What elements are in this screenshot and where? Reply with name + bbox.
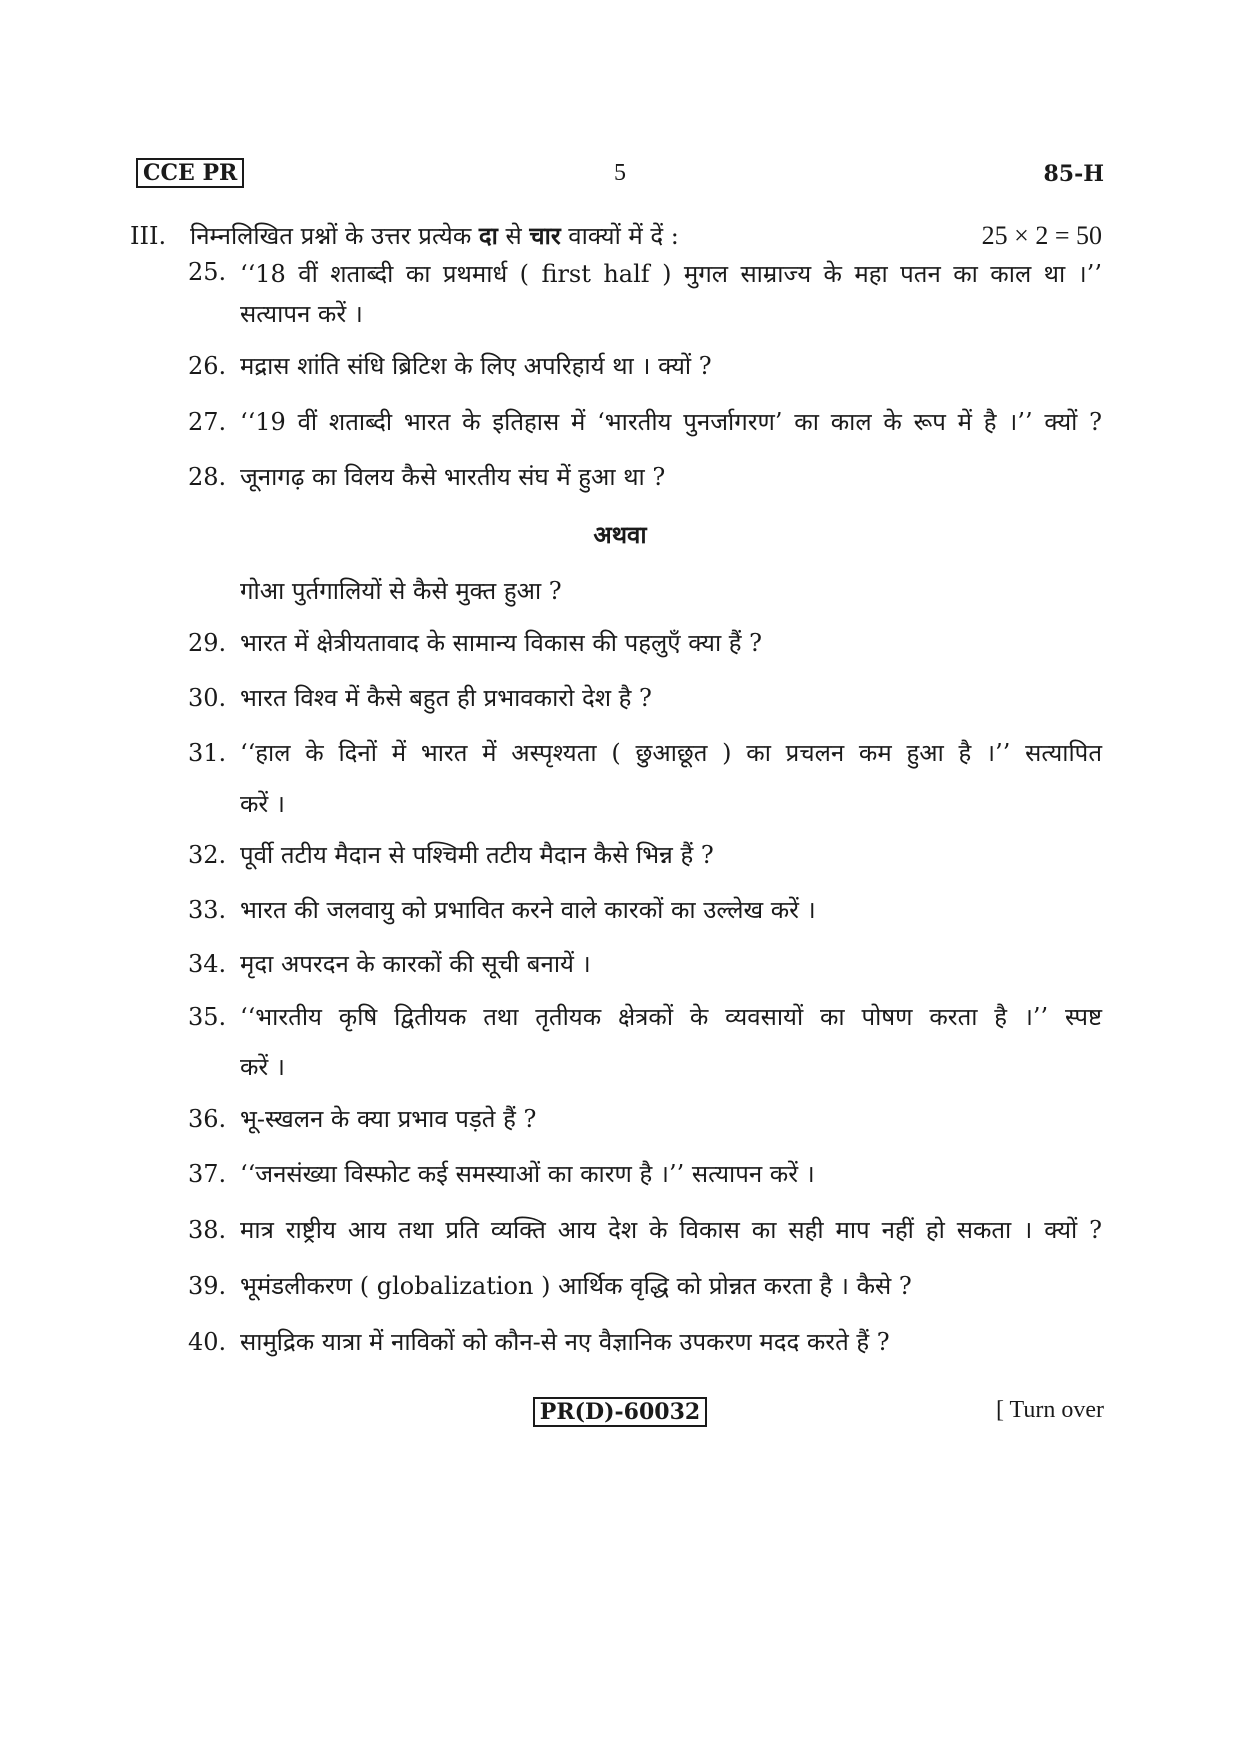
question-text: सामुद्रिक यात्रा में नाविकों को कौन-से नए वैज्ञानिक उपकरण मदद करते हैं ? <box>240 1328 890 1356</box>
question-number: 26. <box>188 352 227 380</box>
question-text: ‘‘हाल के दिनों में भारत में अस्पृश्यता ( छुआछूत ) का प्रचलन कम हुआ है ।’’ सत्यापित <box>240 739 1102 767</box>
question-number: 36. <box>188 1105 227 1133</box>
question-35-continued: करें । <box>240 1053 285 1081</box>
footer-code-box: PR(D)-60032 <box>533 1397 707 1427</box>
question-25-continued: सत्यापन करें । <box>240 300 363 328</box>
question-number: 25. <box>188 258 227 286</box>
question-number: 32. <box>188 841 227 869</box>
question-text: मद्रास शांति संधि ब्रिटिश के लिए अपरिहार्य था । क्यों ? <box>240 352 712 380</box>
paper-code: 85-H <box>1043 161 1104 187</box>
question-28-alternative: गोआ पुर्तगालियों से कैसे मुक्त हुआ ? <box>240 577 562 605</box>
question-text: जूनागढ़ का विलय कैसे भारतीय संघ में हुआ था ? <box>240 463 666 491</box>
question-number: 30. <box>188 684 227 712</box>
or-label: अथवा <box>593 520 647 549</box>
instruction-bold-char: चार <box>529 221 561 250</box>
question-text: ‘‘जनसंख्या विस्फोट कई समस्याओं का कारण है ।’’ सत्यापन करें । <box>240 1160 815 1188</box>
question-text: मृदा अपरदन के कारकों की सूची बनायें । <box>240 950 591 978</box>
question-text: भारत विश्व में कैसे बहुत ही प्रभावकारो देश है ? <box>240 684 652 712</box>
page-number: 5 <box>614 160 626 186</box>
instruction-bold-do: दा <box>478 221 498 250</box>
question-number: 35. <box>188 1003 227 1031</box>
question-number: 39. <box>188 1272 227 1300</box>
instruction-pre: निम्नलिखित प्रश्नों के उत्तर प्रत्येक <box>190 222 479 250</box>
section-number: III. <box>130 222 167 250</box>
question-number: 40. <box>188 1328 227 1356</box>
instruction-mid: से <box>497 222 530 250</box>
question-text: ‘‘19 वीं शताब्दी भारत के इतिहास में ‘भारतीय पुनर्जागरण’ का काल के रूप में है ।’’ क्यों ? <box>240 408 1102 436</box>
question-31-continued: करें । <box>240 790 285 818</box>
instruction-post: वाक्यों में दें : <box>560 222 679 250</box>
question-number: 33. <box>188 896 227 924</box>
section-marks: 25 × 2 = 50 <box>981 221 1102 250</box>
question-text: भू-स्खलन के क्या प्रभाव पड़ते हैं ? <box>240 1105 537 1133</box>
header-code-box: CCE PR <box>136 158 244 188</box>
question-number: 38. <box>188 1216 227 1244</box>
question-number: 29. <box>188 629 227 657</box>
question-number: 31. <box>188 739 227 767</box>
question-number: 34. <box>188 950 227 978</box>
question-text: भारत में क्षेत्रीयतावाद के सामान्य विकास की पहलुएँ क्या हैं ? <box>240 629 763 657</box>
turn-over-label: [ Turn over <box>995 1397 1104 1423</box>
question-text: भारत की जलवायु को प्रभावित करने वाले कारकों का उल्लेख करें । <box>240 896 816 924</box>
question-text: ‘‘18 वीं शताब्दी का प्रथमार्ध ( first half ) मुगल साम्राज्य के महा पतन का काल था ।’’ <box>240 260 1102 288</box>
question-text: पूर्वी तटीय मैदान से पश्चिमी तटीय मैदान कैसे भिन्न हैं ? <box>240 841 714 869</box>
question-text: मात्र राष्ट्रीय आय तथा प्रति व्यक्ति आय देश के विकास का सही माप नहीं हो सकता । क्यों ? <box>240 1216 1102 1244</box>
question-text: भूमंडलीकरण ( globalization ) आर्थिक वृद्धि को प्रोन्नत करता है । कैसे ? <box>240 1272 912 1300</box>
question-text: ‘‘भारतीय कृषि द्वितीयक तथा तृतीयक क्षेत्रकों के व्यवसायों का पोषण करता है ।’’ स्पष्ट <box>240 1003 1102 1031</box>
question-number: 27. <box>188 408 227 436</box>
question-number: 37. <box>188 1160 227 1188</box>
question-number: 28. <box>188 463 227 491</box>
